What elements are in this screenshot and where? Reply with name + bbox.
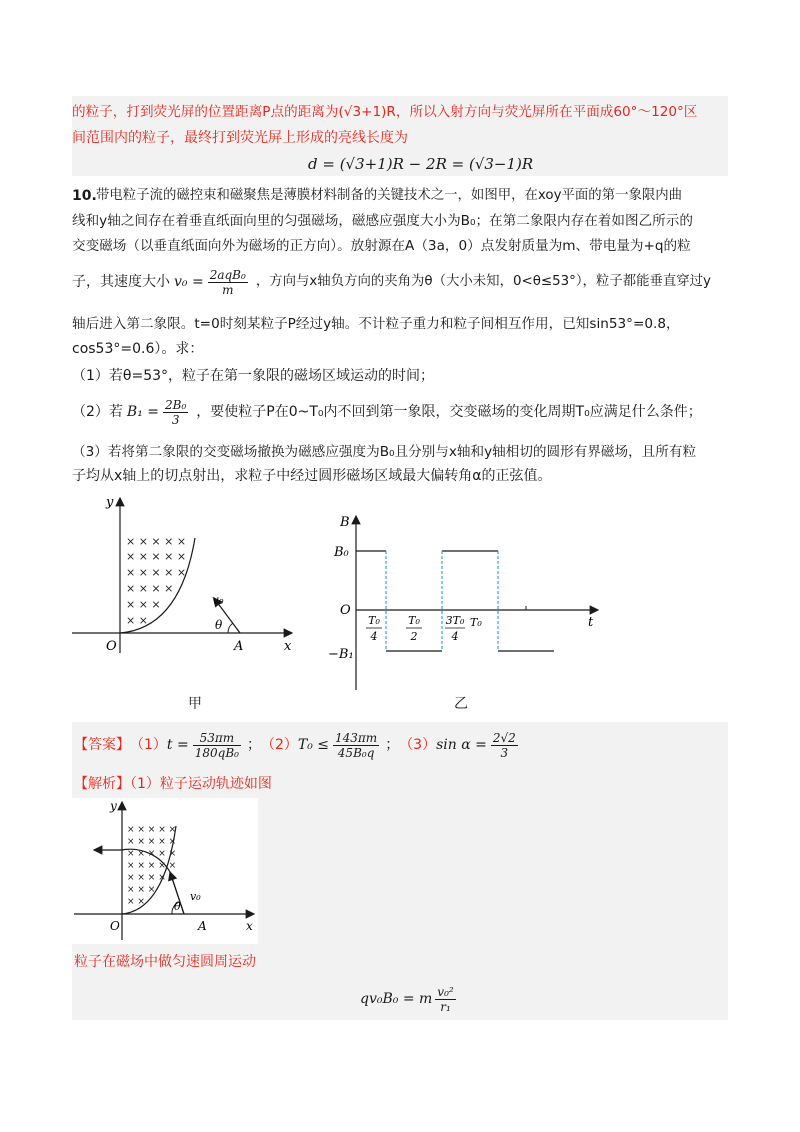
analysis-red-line: 粒子在磁场中做匀速圆周运动: [74, 954, 256, 970]
question-2: [72, 394, 702, 430]
equation-den: r₁: [440, 999, 451, 1014]
svg-text:× × × × ×: × × × × ×: [127, 825, 177, 835]
jia-origin-label: O: [106, 639, 117, 654]
tick-3-num: 3T₀: [445, 614, 465, 627]
tick-1-den: 4: [370, 630, 378, 643]
answer-1-lhs: t =: [166, 737, 189, 753]
analysis-theta-label: θ: [174, 900, 181, 913]
question-1: （1）若θ=53°，粒子在第一象限的磁场区域运动的时间；: [72, 368, 435, 384]
problem-line-1: 带电粒子流的磁控束和磁聚焦是薄膜材料制备的关键技术之一，如图甲，在xoy平面的第一象限内曲: [96, 188, 683, 203]
tick-2-den: 2: [410, 630, 418, 643]
tick-t0-over-4: [366, 614, 382, 643]
svg-text:× × ×: × × ×: [126, 598, 161, 611]
v0-denominator: m: [222, 282, 234, 297]
analysis-y-label: y: [110, 799, 117, 813]
problem-line-6: cos53°=0.6）。求：: [72, 341, 204, 357]
answer-3-lhs: sin α =: [436, 737, 487, 753]
answer-tag: 【答案】: [74, 737, 130, 753]
question-3-line-2: 子均从x轴上的切点射出，求粒子中经过圆形磁场区域最大偏转角α的正弦值。: [72, 468, 552, 484]
answer-1-fraction: [193, 731, 241, 760]
analysis-tag: 【解析】: [74, 776, 130, 792]
jia-y-label: y: [106, 495, 114, 510]
jia-v-label: v₀: [212, 593, 224, 607]
answer-2-fraction: [333, 731, 379, 760]
analysis-v-label: v₀: [190, 890, 201, 903]
answer-part-2: （2）: [260, 737, 298, 753]
tick-1-num: T₀: [368, 614, 380, 627]
tick-2-num: T₀: [408, 614, 420, 627]
jia-a-label: A: [234, 639, 244, 654]
answer-3-fraction: [491, 731, 518, 760]
answer-part-1: （1）: [130, 737, 167, 753]
yi-b-axis-label: B: [340, 515, 350, 530]
jia-theta-label: θ: [215, 618, 223, 632]
svg-text:× × × × ×: × × × × ×: [127, 849, 177, 859]
answer-3-num: 2√2: [492, 730, 516, 745]
v0-formula-fraction: [208, 268, 248, 297]
answer-part-3: （3）: [399, 737, 437, 753]
prev-solution-line-2: 间范围内的粒子，最终打到荧光屏上形成的亮线长度为: [72, 130, 408, 146]
analysis-heading: [74, 774, 272, 794]
answer-sep-2: ；: [385, 737, 400, 753]
svg-text:× × × × ×: × × × × ×: [126, 535, 187, 548]
dashed-transitions: [386, 551, 498, 651]
question-3-line-1: （3）若将第二象限的交变磁场撤换为磁感应强度为B₀且分别与x轴和y轴相切的圆形有界磁场，且所有粒: [72, 444, 697, 460]
v0-formula-lhs: v₀ =: [174, 274, 204, 290]
tick-t0-over-2: [406, 614, 422, 643]
problem-line-4b: ，方向与x轴负方向的夹角为θ（大小未知，0<θ≤53°），粒子都能垂直穿过y: [255, 274, 711, 289]
jia-x-label: x: [284, 639, 292, 654]
yi-origin-label: O: [340, 603, 351, 618]
svg-text:× × × × ×: × × × × ×: [126, 550, 187, 563]
problem-line-5: 轴后进入第二象限。t=0时刻某粒子P经过y轴。不计粒子重力和粒子间相互作用，已知sin53°=0.8，: [72, 316, 680, 332]
prev-solution-line-1: 的粒子，打到荧光屏的位置距离P点的距离为(√3+1)R，所以入射方向与荧光屏所在平面成60°～120°区: [72, 104, 698, 120]
analysis-field-crosses: [127, 825, 176, 907]
figure-yi: [326, 508, 606, 692]
field-crosses: [126, 535, 186, 627]
problem-number: 10.: [72, 188, 97, 204]
figure-jia: [70, 488, 310, 656]
svg-text:× × × × ×: × × × × ×: [127, 861, 177, 871]
b1-formula-fraction: [163, 398, 188, 427]
analysis-origin-label: O: [110, 919, 120, 933]
analysis-x-label: x: [246, 919, 253, 933]
equation-num: v₀²: [437, 984, 454, 999]
svg-text:× ×: × ×: [126, 614, 148, 627]
svg-text:× × × × ×: × × × × ×: [127, 837, 177, 847]
svg-text:× ×: × ×: [127, 897, 145, 907]
answer-sep-1: ；: [246, 737, 261, 753]
answer-2-den: 45B₀q: [337, 745, 375, 760]
figure-jia-caption: 甲: [188, 696, 202, 712]
v0-numerator: 2aqB₀: [209, 267, 246, 282]
question-2a: （2）若: [72, 404, 123, 420]
problem-line-4: [72, 264, 711, 300]
question-2b: ，要使粒子P在0~T₀内不回到第一象限，交变磁场的变化周期T₀应满足什么条件；: [196, 404, 702, 420]
answer-line: [74, 726, 518, 764]
tick-3t0-over-4: [445, 614, 465, 643]
svg-text:× × × × ×: × × × × ×: [126, 566, 187, 579]
problem-line-4a: 子，其速度大小: [72, 274, 170, 290]
svg-text:× × × ×: × × × ×: [126, 582, 174, 595]
figure-yi-caption: 乙: [454, 696, 468, 712]
b1-numerator: 2B₀: [165, 397, 187, 412]
yi-b0-label: B₀: [334, 545, 349, 560]
tick-3-den: 4: [451, 630, 459, 643]
problem-line-2: 线和y轴之间存在着垂直纸面向里的匀强磁场，磁感应强度大小为B₀；在第二象限内存在着如图乙所示的: [72, 213, 693, 229]
theta-arc: [228, 623, 233, 633]
svg-text:× × × ×: × × × ×: [127, 873, 166, 883]
analysis-figure: [72, 798, 258, 944]
answer-2-lhs: T₀ ≤: [297, 737, 330, 753]
answer-1-den: 180qB₀: [194, 745, 239, 760]
b1-formula-lhs: B₁ =: [126, 404, 160, 420]
yi-t-axis-label: t: [588, 615, 594, 630]
problem-line-3: 交变磁场（以垂直纸面向外为磁场的正方向）。放射源在A（3a，0）点发射质量为m、带电量为+q的粒: [72, 238, 691, 254]
answer-3-den: 3: [500, 745, 509, 760]
analysis-a-label: A: [198, 919, 207, 933]
svg-text:× × ×: × × ×: [127, 885, 156, 895]
equation-fraction: [435, 985, 455, 1014]
answer-2-num: 143πm: [335, 730, 378, 745]
tick-t0: T₀: [470, 616, 482, 629]
answer-1-num: 53πm: [193, 731, 241, 746]
yi-b1-label: −B₁: [328, 647, 354, 662]
analysis-equation: [360, 980, 456, 1018]
equation-lhs: qv₀B₀ = m: [360, 991, 433, 1007]
b1-denominator: 3: [171, 412, 180, 427]
prev-solution-formula: d = (√3+1)R − 2R = (√3−1)R: [308, 155, 534, 173]
analysis-text: （1）粒子运动轨迹如图: [130, 776, 272, 792]
